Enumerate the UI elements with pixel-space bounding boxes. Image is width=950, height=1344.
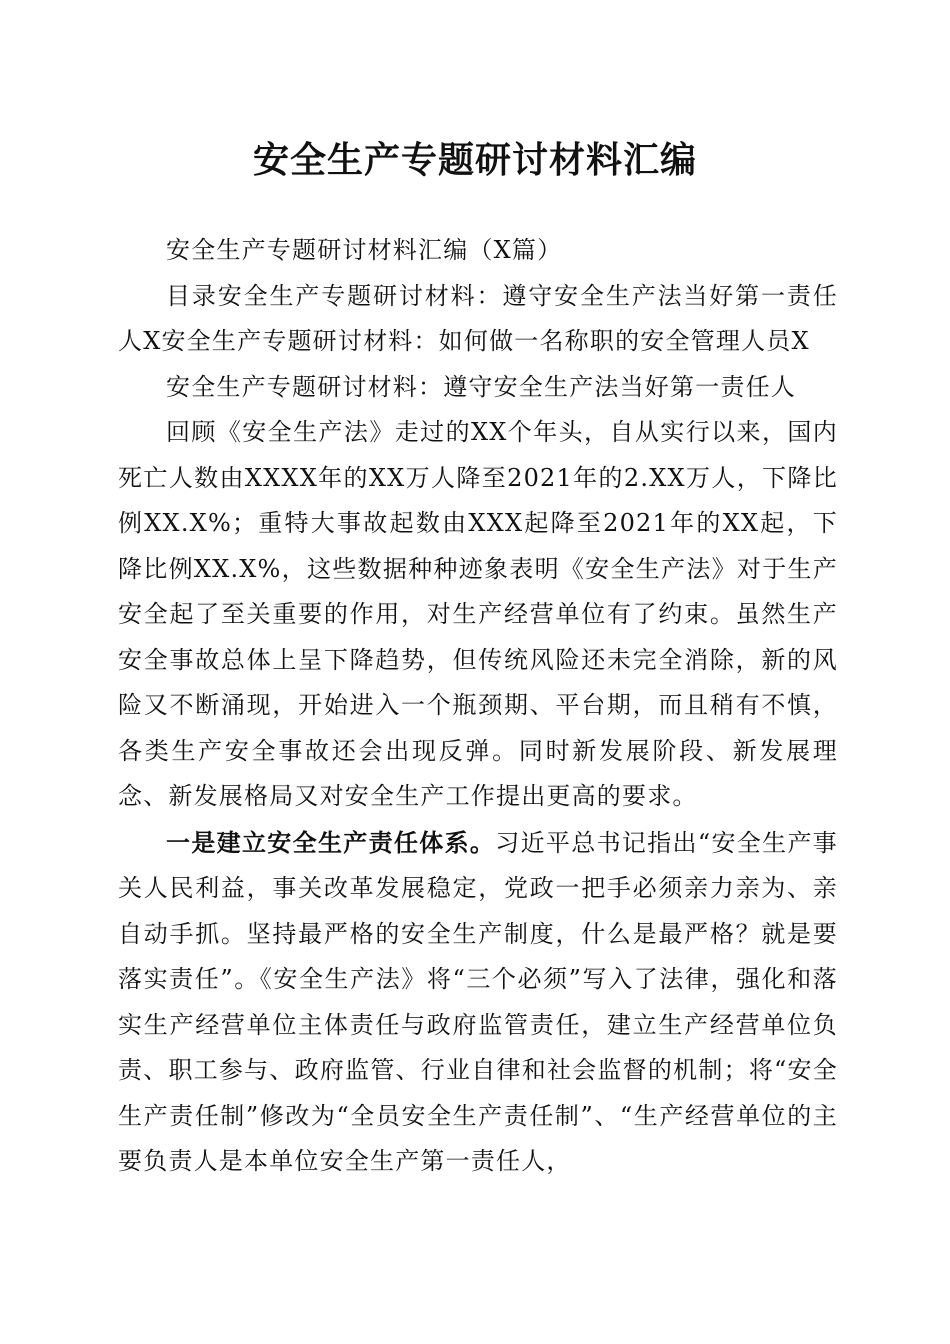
- paragraph-table-of-contents: 目录安全生产专题研讨材料：遵守安全生产法当好第一责任人X安全生产专题研讨材料：如何做一名称职的安全管理人员X: [118, 281, 838, 355]
- document-title: 安全生产专题研讨材料汇编: [252, 139, 697, 181]
- paragraph-lead-bold: 一是建立安全生产责任体系。: [166, 827, 496, 857]
- paragraph-responsibility-text: 习近平总书记指出“安全生产事关人民利益，事关改革发展稳定，党政一把手必须亲力亲为、亲自动手抓。坚持最严格的安全生产制度，什么是最严格？就是要落实责任”。《安全生产法》将“三个必须”写入了法律，强化和落实生产经营单位主体责任与政府监管责任，建立生产经营单位负责、职工参与、政府监管、行业自律和社会监督的机制；将“安全生产责任制”修改为“全员安全生产责任制”、“生产经营单位的主要负责人是本单位安全生产第一责任人，: [118, 828, 838, 1175]
- paragraph-review: 回顾《安全生产法》走过的XX个年头，自从实行以来，国内死亡人数由XXXX年的XX万人降至2021年的2.XX万人，下降比例XX.X%；重特大事故起数由XXX起降至2021年的XX起，下降比例XX.X%，这些数据种种迹象表明《安全生产法》对于生产安全起了至关重要的作用，对生产经营单位有了约束。虽然生产安全事故总体上呈下降趋势，但传统风险还未完全消除，新的风险又不断涌现，开始进入一个瓶颈期、平台期，而且稍有不慎，各类生产安全事故还会出现反弹。同时新发展阶段、新发展理念、新发展格局又对安全生产工作提出更高的要求。: [118, 418, 838, 810]
- paragraph-responsibility-system: [118, 820, 838, 1185]
- paragraph-section-heading: 安全生产专题研讨材料：遵守安全生产法当好第一责任人: [166, 372, 796, 401]
- document-body: [118, 228, 838, 1185]
- paragraph-collection-subtitle: 安全生产专题研讨材料汇编（X篇）: [166, 236, 563, 264]
